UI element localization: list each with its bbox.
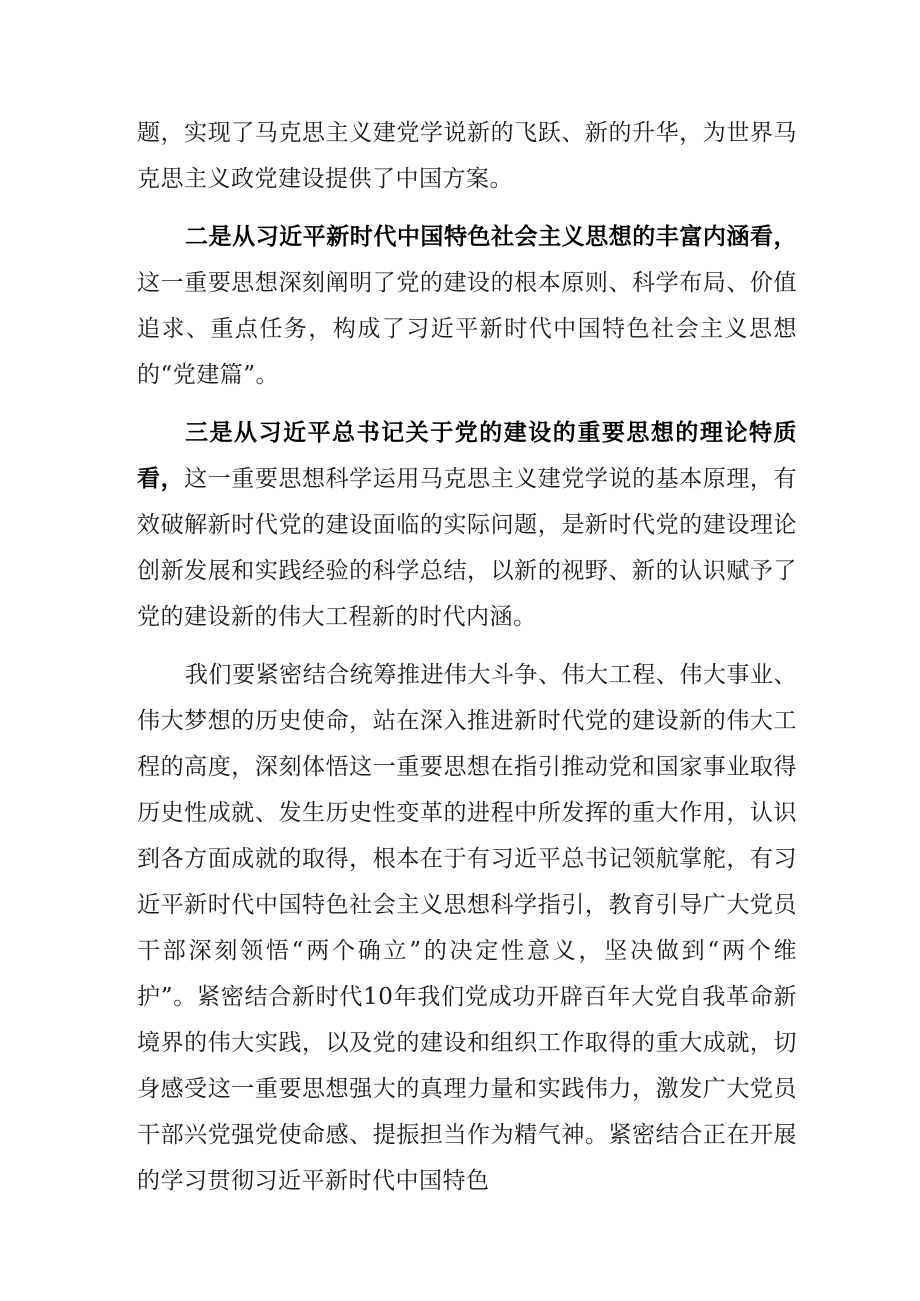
paragraph-text: 我们要紧密结合统筹推进伟大斗争、伟大工程、伟大事业、伟大梦想的历史使命，站在深入推进新时代党的建设新的伟大工程的高度，深刻体悟这一重要思想在指引推动党和国家事业取得历史性成就、发生历史性变革的进程中所发挥的重大作用，认识到各方面成就的取得，根本在于有习近平总书记领航掌舵，有习近平新时代中国特色社会主义思想科学指引，教育引导广大党员干部深刻领悟“两个确立”的决定性意义，坚决做到“两个维护”。紧密结合新时代10年我们党成功开辟百年大党自我革命新境界的伟大实践，以及党的建设和组织工作取得的重大成就，切身感受这一重要思想强大的真理力量和实践伟力，激发广大党员干部兴党强党使命感、提振担当作为精气神。紧密结合正在开展的学习贯彻习近平新时代中国特色 (137, 662, 797, 1194)
paragraph-continuation (137, 110, 797, 202)
paragraph-lead-bold: 二是从习近平新时代中国特色社会主义思想的丰富内涵看， (185, 223, 797, 250)
paragraph-text: 这一重要思想科学运用马克思主义建党学说的基本原理，有效破解新时代党的建设面临的实际问题，是新时代党的建设理论创新发展和实践经验的科学总结，以新的视野、新的认识赋予了党的建设新的伟大工程新的时代内涵。 (137, 466, 798, 630)
paragraph-body (137, 652, 797, 1204)
paragraph-text: 这一重要思想深刻阐明了党的建设的根本原则、科学布局、价值追求、重点任务，构成了习近平新时代中国特色社会主义思想的“党建篇”。 (137, 270, 797, 388)
document-page (137, 110, 797, 1204)
paragraph-text: 题，实现了马克思主义建党学说新的飞跃、新的升华，为世界马克思主义政党建设提供了中国方案。 (137, 120, 797, 192)
paragraph-lead-bold: 三是从习近平总书记关于党的建设的重要思想的理论特质看， (137, 419, 797, 492)
paragraph-point-three (137, 410, 797, 640)
paragraph-point-two (137, 214, 797, 398)
